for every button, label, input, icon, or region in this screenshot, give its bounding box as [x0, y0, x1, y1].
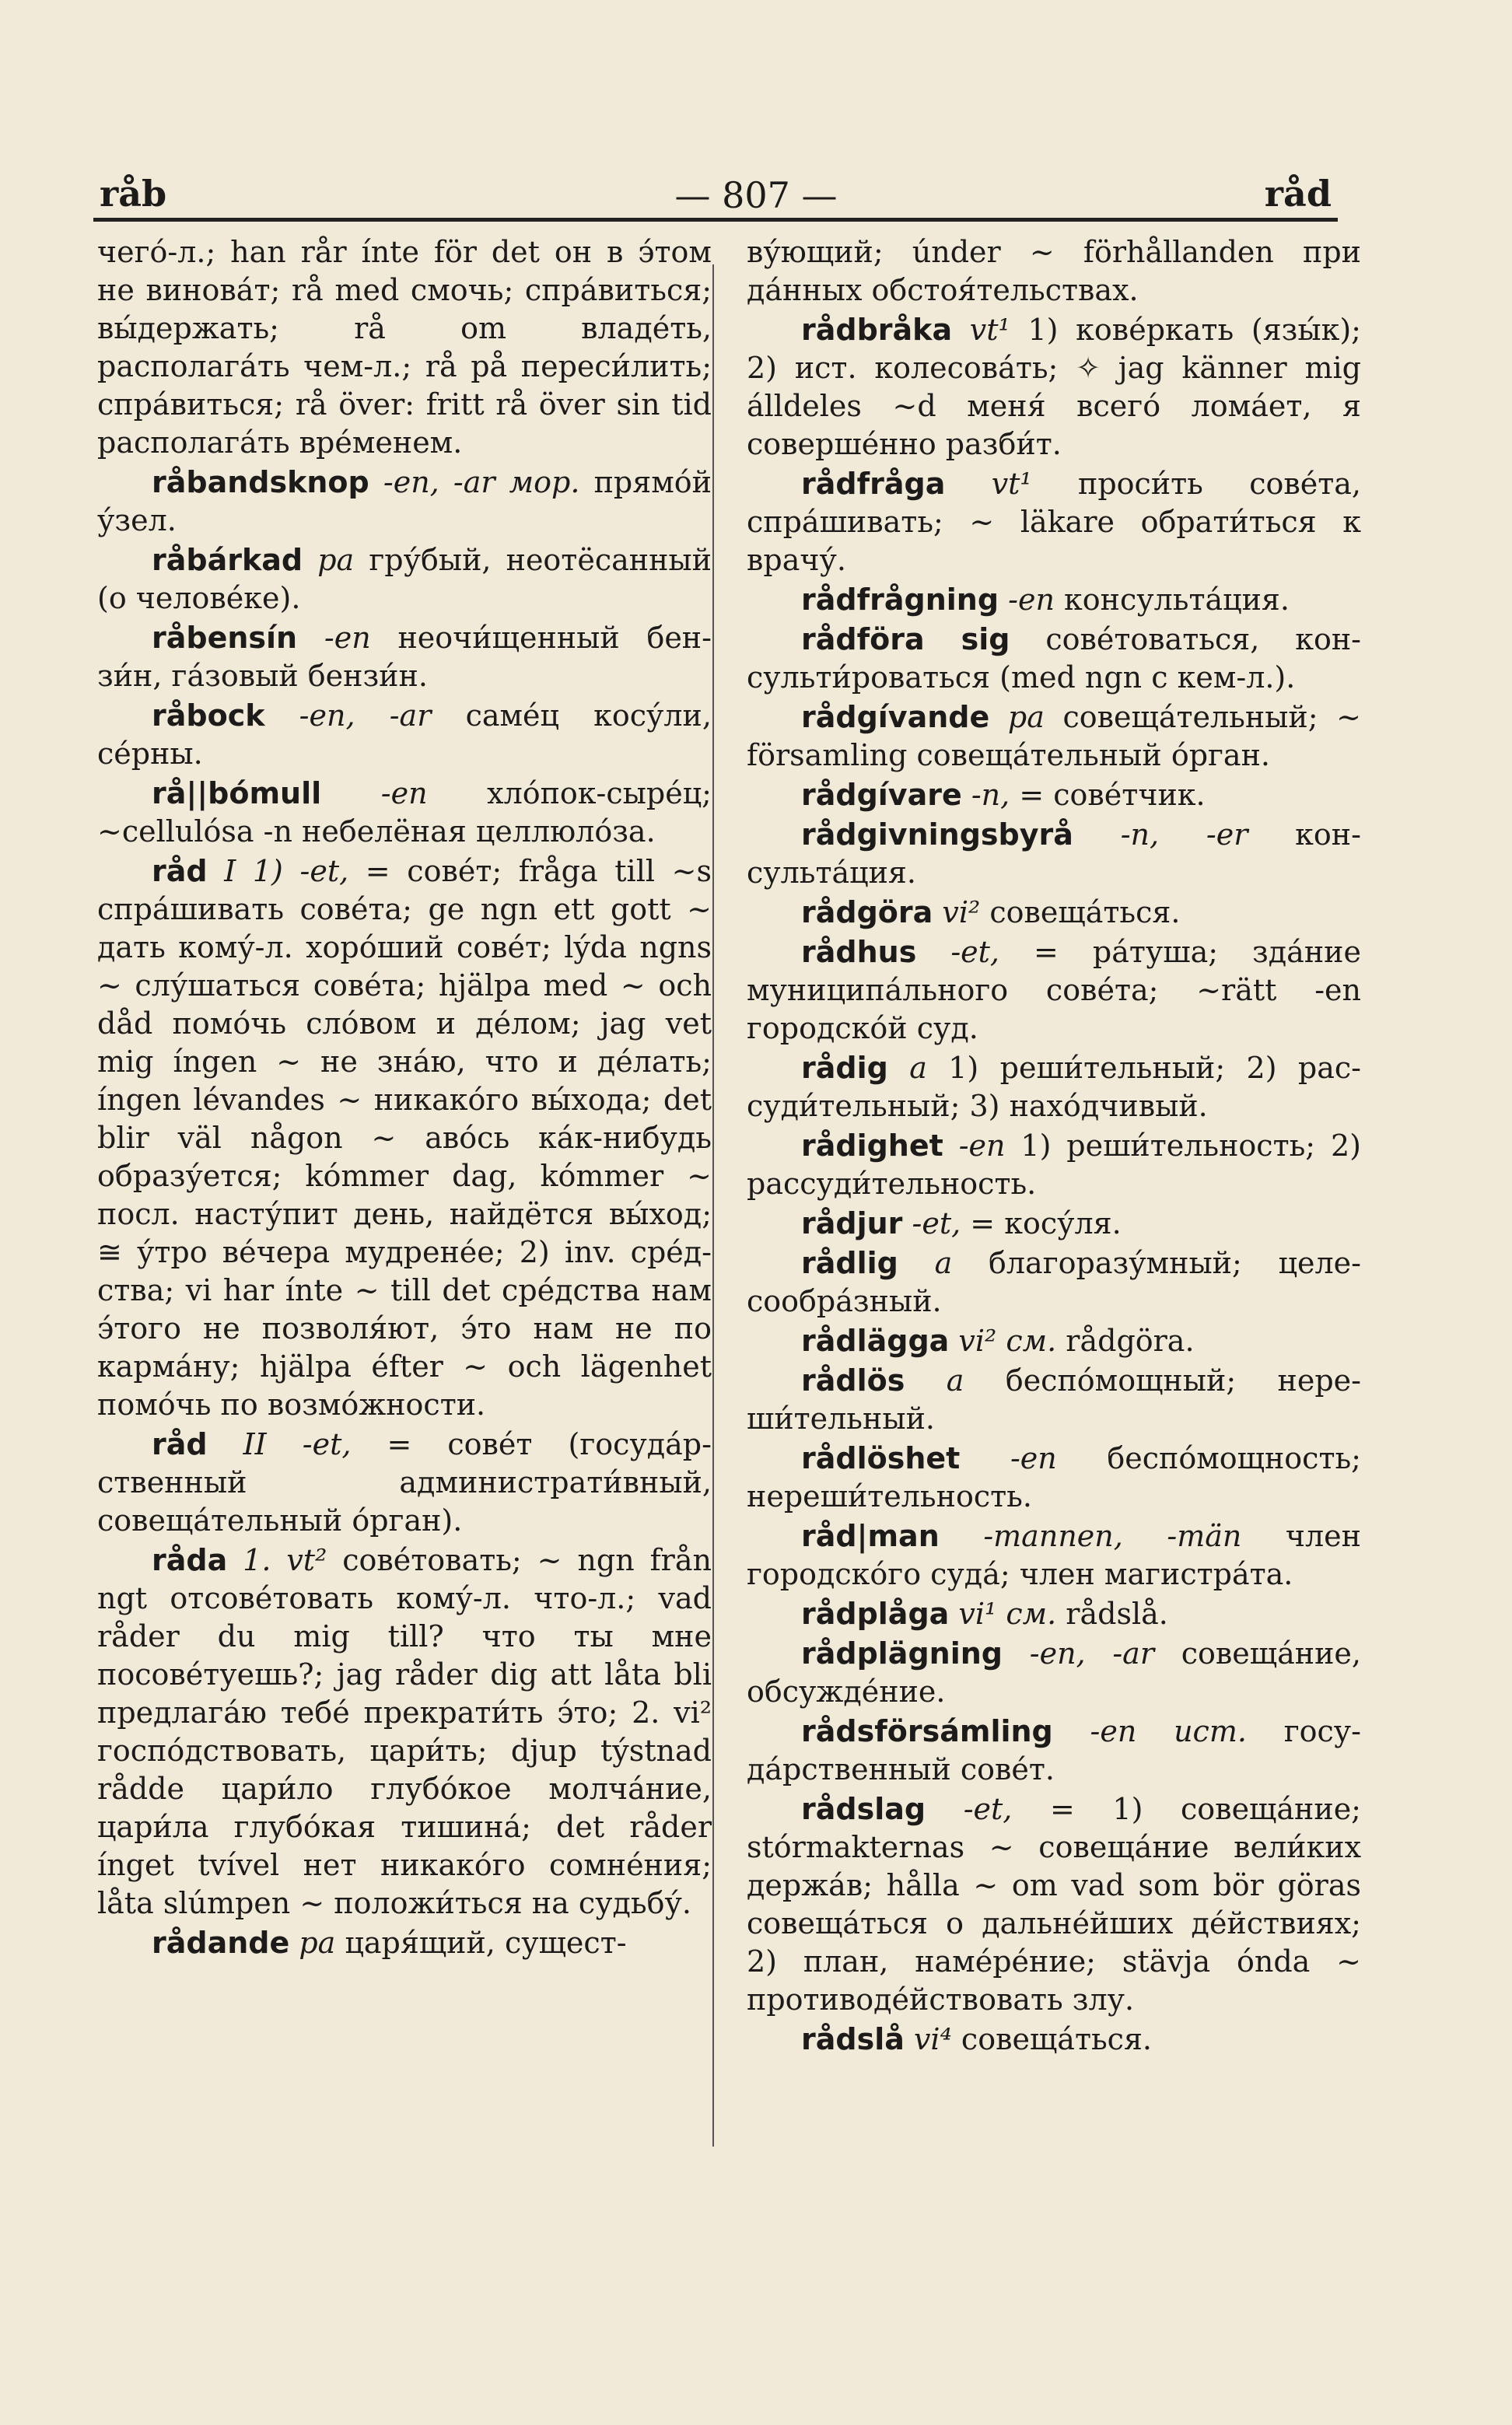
dictionary-entry	[747, 698, 1361, 775]
definition-text: rådslå.	[1066, 1597, 1168, 1631]
headword: rådig	[801, 1051, 888, 1085]
dictionary-entry	[97, 1541, 712, 1923]
dictionary-entry	[747, 776, 1361, 814]
grammar-note: vi⁴	[913, 2022, 952, 2056]
headword: rådlös	[801, 1363, 905, 1398]
dictionary-entry	[97, 1924, 712, 1962]
dictionary-entry	[747, 465, 1361, 579]
dictionary-entry	[747, 1049, 1361, 1125]
dictionary-entry	[747, 1322, 1361, 1360]
definition-text: неочи́щенный бензи́н, га́зовый бензи́н.	[97, 621, 712, 693]
definition-text: саме́ц косу́ли, се́рны.	[97, 698, 712, 771]
definition-text: 1) реши́тельность; 2) рассуди́тельность.	[747, 1129, 1361, 1201]
dictionary-entry	[747, 1517, 1361, 1594]
dictionary-entry	[747, 1790, 1361, 2019]
grammar-note: vt¹	[991, 467, 1032, 501]
definition-text: 1) совеща́ние; stórmakternas ~ совеща́ние вели́ких держа́в; hålla ~ om vad som bör göras совеща́ться о дальне́йших де́йствиях; 2) план, наме́ре́ние; stävja ónda ~ противоде́йствовать злу.	[747, 1792, 1361, 2017]
definition-text: сове́т (госуда́рственный администрати́вный, совеща́тельный о́рган).	[97, 1427, 712, 1538]
left-column	[97, 233, 712, 1964]
column-divider	[712, 264, 714, 2147]
grammar-note: -en	[380, 776, 428, 810]
grammar-note: -en, -ar мор.	[383, 465, 580, 499]
dictionary-entry	[747, 2021, 1361, 2059]
grammar-note: -en	[1008, 583, 1055, 617]
headword: rådjur	[801, 1206, 903, 1240]
definition-text: гру́бый, неотёсанный (о челове́ке).	[97, 543, 712, 615]
dictionary-entry	[747, 311, 1361, 464]
grammar-note: -n, =	[971, 778, 1045, 812]
dictionary-entry	[97, 619, 712, 695]
definition-text: косу́ля.	[1004, 1206, 1122, 1240]
grammar-note: vt¹	[969, 313, 1010, 347]
headword: rådslag	[801, 1792, 926, 1826]
headword: rådgöra	[801, 895, 933, 929]
definition-text: проси́ть сове́та, спра́шивать; ~ läkare обрати́ться к врачу́.	[747, 467, 1361, 577]
headword: rådslå	[801, 2022, 905, 2056]
grammar-note: a	[909, 1051, 927, 1085]
dictionary-entry	[97, 233, 712, 462]
grammar-note: -en	[324, 621, 371, 655]
grammar-note: pa	[299, 1926, 336, 1960]
dictionary-entry	[747, 621, 1361, 697]
dictionary-entry	[747, 1362, 1361, 1438]
headword: rådighet	[801, 1129, 943, 1163]
grammar-note: -en	[1010, 1441, 1057, 1475]
grammar-note: -n, -er	[1120, 817, 1248, 852]
grammar-note: -en ист.	[1090, 1714, 1247, 1748]
grammar-note: -et, =	[912, 1206, 996, 1240]
grammar-note: a	[934, 1246, 953, 1280]
definition-text: прямо́й у́зел.	[97, 465, 712, 537]
grammar-note: 1. vt²	[243, 1543, 327, 1577]
grammar-note: I 1) -et, =	[224, 854, 390, 888]
definition-text: беспо́мощность; нереши́тельность.	[747, 1441, 1361, 1513]
headword: rå||bómull	[152, 776, 322, 810]
grammar-note: -mannen, -män	[983, 1519, 1242, 1553]
dictionary-entry	[747, 1440, 1361, 1516]
dictionary-entry	[747, 1595, 1361, 1633]
headword: rådlöshet	[801, 1441, 961, 1475]
headword: råbock	[152, 698, 265, 733]
dictionary-entry	[747, 1127, 1361, 1203]
definition-text: консульта́ция.	[747, 817, 1361, 890]
dictionary-entry	[747, 1713, 1361, 1789]
headword: rådhus	[801, 935, 917, 969]
headword: rådfråga	[801, 467, 946, 501]
dictionary-entry	[97, 852, 712, 1424]
dictionary-entry	[747, 233, 1361, 310]
headword: råbensín	[152, 621, 298, 655]
header-right-guideword: råd	[1264, 173, 1332, 215]
dictionary-entry	[747, 1244, 1361, 1321]
definition-text: сове́тчик.	[1053, 778, 1206, 812]
grammar-note: pa	[317, 543, 355, 577]
headword: rådplåga	[801, 1597, 950, 1631]
headword: rådlägga	[801, 1324, 950, 1358]
definition-text: 1) кове́ркать (язы́к); 2) ист. колесова́ть; ✧ jag känner mig álldeles ~d меня́ всего́ лома́ет, я соверше́нно разби́т.	[747, 313, 1361, 461]
grammar-note: vi²	[942, 895, 981, 929]
headword: rådbråka	[801, 313, 953, 347]
definition-text: консульта́ция.	[1064, 583, 1290, 617]
dictionary-entry	[97, 541, 712, 618]
headword: rådfrågning	[801, 583, 999, 617]
headword: råbandsknop	[152, 465, 369, 499]
headword: rådplägning	[801, 1636, 1003, 1671]
definition-text: госуда́рственный сове́т.	[747, 1714, 1361, 1786]
definition-text: совеща́ться.	[989, 895, 1181, 929]
definition-text: царя́щий, сущест-	[345, 1926, 627, 1960]
headword: rådlig	[801, 1246, 898, 1280]
grammar-note: II -et, =	[243, 1427, 412, 1461]
header-left-guideword: råb	[100, 173, 167, 215]
grammar-note: a	[946, 1363, 964, 1398]
headword: råbárkad	[152, 543, 303, 577]
grammar-note: vi¹ см.	[958, 1597, 1057, 1631]
grammar-note: pa	[1007, 700, 1045, 734]
grammar-note: -en, -ar	[299, 698, 432, 733]
headword: rådande	[152, 1926, 290, 1960]
dictionary-entry	[747, 894, 1361, 932]
headword: rådgívare	[801, 778, 962, 812]
definition-text: rådgöra.	[1066, 1324, 1195, 1358]
grammar-note: -et, =	[963, 1792, 1075, 1826]
definition-text: совеща́ние, обсужде́ние.	[747, 1636, 1361, 1709]
page-number: — 807 —	[674, 174, 838, 216]
grammar-note: vi² см.	[958, 1324, 1057, 1358]
dictionary-entry	[747, 1635, 1361, 1711]
dictionary-entry	[747, 816, 1361, 892]
headword: rådgivningsbyrå	[801, 817, 1073, 852]
dictionary-entry	[97, 697, 712, 773]
headword: råd	[152, 1427, 208, 1461]
header-rule	[93, 218, 1338, 222]
definition-text: 1) реши́тельный; 2) рассуди́тельный; 3) нахо́дчивый.	[747, 1051, 1361, 1123]
headword: råda	[152, 1543, 228, 1577]
definition-text: хло́пок-сырéц; ~cellulósa -n небелёная целлюло́за.	[97, 776, 712, 849]
definition-text: благоразу́мный; целесообра́зный.	[747, 1246, 1361, 1318]
headword: rådföra sig	[801, 622, 1010, 656]
definition-text: ра́туша; зда́ние муниципа́льного сове́та; ~rätt -en городско́й суд.	[747, 935, 1361, 1045]
definition-text: чего́-л.; han rår ínte för det он в э́том не винова́т; rå med смочь; спра́виться; вы́держать; rå om владе́ть, располага́ть чем-л.; rå på переси́лить; спра́виться; rå över: fritt rå över sin tid располага́ть вре́менем.	[97, 235, 712, 460]
dictionary-entry	[747, 1205, 1361, 1243]
definition-text: член городско́го суда́; член магистра́та.	[747, 1519, 1361, 1591]
headword: råd	[152, 854, 208, 888]
headword: råd|man	[801, 1519, 940, 1553]
dictionary-entry	[747, 581, 1361, 619]
definition-text: сове́товаться, консульти́роваться (med ngn с кем-л.).	[747, 622, 1361, 695]
definition-text: ву́ющий; únder ~ förhållanden при да́нных обстоя́тельствах.	[747, 235, 1361, 307]
definition-text: беспо́мощный; нереши́тельный.	[747, 1363, 1361, 1436]
grammar-note: -en, -ar	[1029, 1636, 1155, 1671]
definition-text: сове́т; fråga till ~s спра́шивать сове́та; ge ngn ett gott ~ дать кому́-л. хоро́ший сове́т; lýda ngns ~ слу́шаться сове́та; hjälpa med ~ och dåd помо́чь сло́вом и де́лом; jag vet mig íngen ~ не зна́ю, что и де́лать; íngen lévandes ~ никако́го вы́хода; det blir väl någon ~ аво́сь ка́к-нибудь образу́ется; kómmer dag, kómmer ~ посл. насту́пит день, найдётся вы́ход; ≅ у́тро ве́чера мудрене́е; 2) inv. сре́дства; vi har ínte ~ till det сре́дства нам э́того не позволя́ют, э́то нам не по карма́ну; hjälpa éfter ~ och lägenhet помо́чь по возмо́жности.	[97, 854, 712, 1422]
dictionary-entry	[97, 464, 712, 540]
grammar-note: -et, =	[950, 935, 1059, 969]
headword: rådgívande	[801, 700, 990, 734]
definition-text: совеща́тельный; ~ församling совеща́тельный о́рган.	[747, 700, 1361, 772]
definition-text: сове́товать; ~ ngn från ngt отсове́товать кому́-л. что-л.; vad råder du mig till? что ты мне посове́туешь?; jag råder dig att låta bli предлага́ю тебе́ прекрати́ть э́то; 2. vi² госпо́дствовать, цари́ть; djup týstnad rådde цари́ло глубо́кое молча́ние, цари́ла глубо́кая тишина́; det råder ínget tvível нет никако́го сомне́ния; låta slúmpen ~ положи́ться на судьбу́.	[97, 1543, 712, 1920]
dictionary-entry	[97, 775, 712, 851]
headword: rådsförsámling	[801, 1714, 1053, 1748]
definition-text: совеща́ться.	[961, 2022, 1152, 2056]
dictionary-entry	[97, 1426, 712, 1540]
grammar-note: -en	[958, 1129, 1006, 1163]
right-column	[747, 233, 1361, 2060]
dictionary-entry	[747, 933, 1361, 1048]
